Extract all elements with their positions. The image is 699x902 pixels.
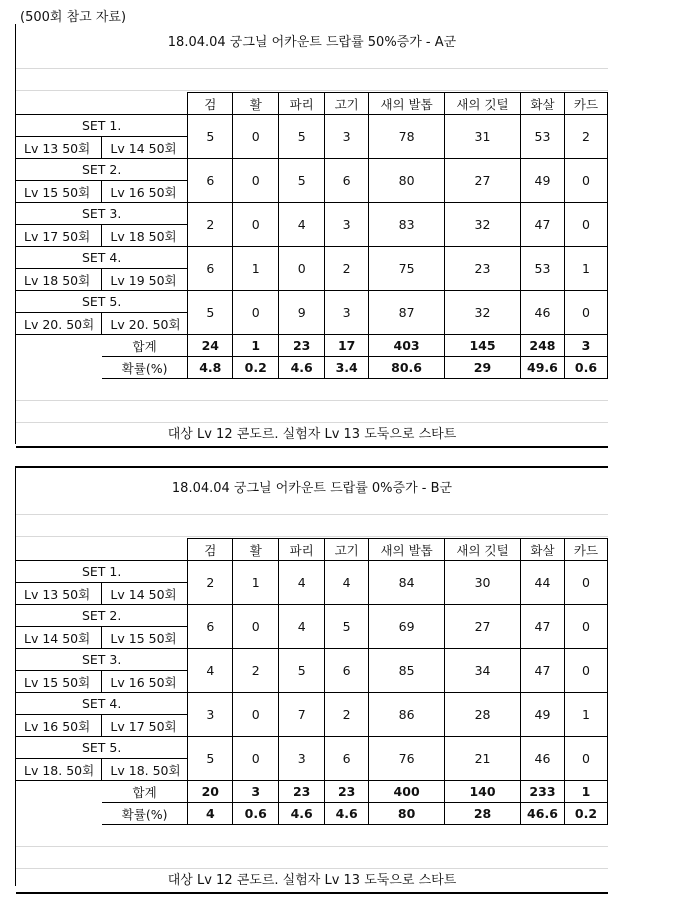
value-cell: 32: [445, 291, 521, 335]
value-cell: 2: [325, 247, 369, 291]
totals-row: [16, 335, 608, 357]
value-cell: 1: [233, 247, 279, 291]
value-cell: 1: [564, 693, 607, 737]
probability-row: [16, 357, 608, 379]
level-range-start: Lv 18 50회: [16, 269, 102, 291]
level-range-end: Lv 15 50회: [102, 627, 188, 649]
set-name: SET 4.: [16, 693, 188, 715]
drop-rate-table: [16, 538, 608, 825]
probability-cell: 4.8: [188, 357, 233, 379]
set-name: SET 3.: [16, 649, 188, 671]
value-cell: 27: [445, 159, 521, 203]
value-cell: 27: [445, 605, 521, 649]
value-cell: 5: [188, 737, 233, 781]
sheet-table-b: [15, 466, 608, 886]
level-range-start: Lv 13 50회: [16, 137, 102, 159]
level-range-start: Lv 15 50회: [16, 671, 102, 693]
value-cell: 7: [279, 693, 325, 737]
value-cell: 53: [520, 115, 564, 159]
table-footer-note: 대상 Lv 12 콘도르. 실험자 Lv 13 도둑으로 스타트: [167, 427, 457, 442]
value-cell: 0: [233, 737, 279, 781]
total-cell: 140: [445, 781, 521, 803]
value-cell: 28: [445, 693, 521, 737]
level-range-end: Lv 20. 50회: [102, 313, 188, 335]
probability-cell: 49.6: [520, 357, 564, 379]
value-cell: 34: [445, 649, 521, 693]
total-cell: 1: [233, 335, 279, 357]
level-range-end: Lv 18 50회: [102, 225, 188, 247]
value-cell: 0: [564, 605, 607, 649]
total-cell: 23: [325, 781, 369, 803]
set-name: SET 2.: [16, 159, 188, 181]
total-cell: 145: [445, 335, 521, 357]
total-cell: 3: [564, 335, 607, 357]
value-cell: 4: [188, 649, 233, 693]
drop-rate-table: [16, 92, 608, 379]
value-cell: 2: [188, 561, 233, 605]
totals-row-label: 합계: [102, 335, 188, 357]
value-cell: 31: [445, 115, 521, 159]
value-cell: 0: [233, 159, 279, 203]
column-header: 새의 깃털: [445, 93, 521, 115]
probability-cell: 4.6: [325, 803, 369, 825]
column-header: 카드: [564, 93, 607, 115]
value-cell: 0: [564, 561, 607, 605]
value-cell: 53: [520, 247, 564, 291]
set-name: SET 1.: [16, 115, 188, 137]
table-title: 18.04.04 궁그닐 어카운트 드랍률 0%증가 - B군: [171, 481, 453, 496]
probability-cell: 29: [445, 357, 521, 379]
column-header: 새의 깃털: [445, 539, 521, 561]
total-cell: 24: [188, 335, 233, 357]
level-range-start: Lv 18. 50회: [16, 759, 102, 781]
value-cell: 6: [188, 159, 233, 203]
total-cell: 248: [520, 335, 564, 357]
empty-cell: [16, 335, 102, 357]
probability-cell: 28: [445, 803, 521, 825]
value-cell: 9: [279, 291, 325, 335]
table-row: [16, 115, 608, 137]
level-range-start: Lv 17 50회: [16, 225, 102, 247]
value-cell: 49: [520, 693, 564, 737]
table-row: [16, 247, 608, 269]
value-cell: 3: [325, 115, 369, 159]
value-cell: 0: [564, 203, 607, 247]
column-header: 활: [233, 93, 279, 115]
column-header: 활: [233, 539, 279, 561]
value-cell: 6: [325, 159, 369, 203]
value-cell: 0: [564, 291, 607, 335]
table-row: [16, 737, 608, 759]
value-cell: 83: [369, 203, 445, 247]
value-cell: 47: [520, 203, 564, 247]
value-cell: 3: [188, 693, 233, 737]
value-cell: 0: [233, 203, 279, 247]
value-cell: 5: [188, 291, 233, 335]
set-name: SET 5.: [16, 291, 188, 313]
level-range-end: Lv 17 50회: [102, 715, 188, 737]
table-row: [16, 561, 608, 583]
column-header: 고기: [325, 539, 369, 561]
table-row: [16, 693, 608, 715]
empty-cell: [16, 803, 102, 825]
value-cell: 47: [520, 649, 564, 693]
table-row: [16, 203, 608, 225]
grid-line: [16, 400, 608, 401]
value-cell: 3: [279, 737, 325, 781]
value-cell: 85: [369, 649, 445, 693]
set-name: SET 3.: [16, 203, 188, 225]
column-header: 고기: [325, 93, 369, 115]
value-cell: 69: [369, 605, 445, 649]
level-range-end: Lv 14 50회: [102, 137, 188, 159]
table-row: [16, 649, 608, 671]
total-cell: 23: [279, 335, 325, 357]
column-header: 검: [188, 539, 233, 561]
value-cell: 1: [233, 561, 279, 605]
grid-line: [16, 846, 608, 847]
value-cell: 0: [564, 159, 607, 203]
probability-row-label: 확률(%): [102, 357, 188, 379]
total-cell: 23: [279, 781, 325, 803]
total-cell: 20: [188, 781, 233, 803]
column-header: 화살: [520, 539, 564, 561]
set-name: SET 5.: [16, 737, 188, 759]
table-row: [16, 605, 608, 627]
value-cell: 2: [233, 649, 279, 693]
value-cell: 5: [325, 605, 369, 649]
set-name: SET 1.: [16, 561, 188, 583]
value-cell: 46: [520, 291, 564, 335]
value-cell: 6: [188, 247, 233, 291]
value-cell: 4: [325, 561, 369, 605]
value-cell: 75: [369, 247, 445, 291]
level-range-start: Lv 13 50회: [16, 583, 102, 605]
value-cell: 0: [233, 115, 279, 159]
value-cell: 3: [325, 203, 369, 247]
level-range-start: Lv 20. 50회: [16, 313, 102, 335]
grid-line: [16, 68, 608, 69]
bottom-rule: [16, 446, 608, 448]
table-row: [16, 291, 608, 313]
value-cell: 5: [188, 115, 233, 159]
level-range-end: Lv 19 50회: [102, 269, 188, 291]
value-cell: 6: [325, 649, 369, 693]
header-row: [16, 539, 608, 561]
value-cell: 32: [445, 203, 521, 247]
level-range-end: Lv 14 50회: [102, 583, 188, 605]
value-cell: 0: [233, 605, 279, 649]
total-cell: 17: [325, 335, 369, 357]
table-footer-note: 대상 Lv 12 콘도르. 실험자 Lv 13 도둑으로 스타트: [167, 873, 457, 888]
column-header: 새의 발톱: [369, 539, 445, 561]
value-cell: 76: [369, 737, 445, 781]
column-header: 파리: [279, 539, 325, 561]
value-cell: 23: [445, 247, 521, 291]
value-cell: 4: [279, 605, 325, 649]
value-cell: 80: [369, 159, 445, 203]
value-cell: 5: [279, 159, 325, 203]
grid-line: [16, 868, 608, 869]
grid-line: [16, 422, 608, 423]
grid-line: [16, 90, 608, 91]
probability-cell: 80: [369, 803, 445, 825]
column-header: 화살: [520, 93, 564, 115]
value-cell: 0: [564, 649, 607, 693]
value-cell: 4: [279, 561, 325, 605]
value-cell: 2: [564, 115, 607, 159]
value-cell: 0: [233, 693, 279, 737]
value-cell: 44: [520, 561, 564, 605]
value-cell: 2: [188, 203, 233, 247]
probability-cell: 4.6: [279, 803, 325, 825]
value-cell: 30: [445, 561, 521, 605]
total-cell: 3: [233, 781, 279, 803]
set-name: SET 2.: [16, 605, 188, 627]
header-blank-cell: [16, 93, 188, 115]
totals-row: [16, 781, 608, 803]
value-cell: 5: [279, 115, 325, 159]
value-cell: 6: [325, 737, 369, 781]
total-cell: 403: [369, 335, 445, 357]
level-range-start: Lv 15 50회: [16, 181, 102, 203]
total-cell: 400: [369, 781, 445, 803]
table-title: 18.04.04 궁그닐 어카운트 드랍률 50%증가 - A군: [167, 35, 457, 50]
probability-cell: 4.6: [279, 357, 325, 379]
level-range-end: Lv 16 50회: [102, 671, 188, 693]
total-cell: 233: [520, 781, 564, 803]
bottom-rule: [16, 892, 608, 894]
value-cell: 2: [325, 693, 369, 737]
empty-cell: [16, 357, 102, 379]
level-range-end: Lv 16 50회: [102, 181, 188, 203]
probability-row-label: 확률(%): [102, 803, 188, 825]
probability-cell: 0.6: [233, 803, 279, 825]
set-name: SET 4.: [16, 247, 188, 269]
value-cell: 86: [369, 693, 445, 737]
probability-row: [16, 803, 608, 825]
probability-cell: 0.2: [564, 803, 607, 825]
header-blank-cell: [16, 539, 188, 561]
top-rule: [16, 466, 608, 468]
value-cell: 4: [279, 203, 325, 247]
grid-line: [16, 514, 608, 515]
header-row: [16, 93, 608, 115]
value-cell: 5: [279, 649, 325, 693]
column-header: 카드: [564, 539, 607, 561]
level-range-end: Lv 18. 50회: [102, 759, 188, 781]
value-cell: 0: [564, 737, 607, 781]
caption: (500회 참고 자료): [20, 10, 127, 25]
probability-cell: 4: [188, 803, 233, 825]
totals-row-label: 합계: [102, 781, 188, 803]
level-range-start: Lv 14 50회: [16, 627, 102, 649]
value-cell: 6: [188, 605, 233, 649]
value-cell: 49: [520, 159, 564, 203]
probability-cell: 0.6: [564, 357, 607, 379]
value-cell: 3: [325, 291, 369, 335]
value-cell: 46: [520, 737, 564, 781]
sheet-table-a: [15, 24, 608, 444]
grid-line: [16, 536, 608, 537]
probability-cell: 3.4: [325, 357, 369, 379]
value-cell: 87: [369, 291, 445, 335]
probability-cell: 0.2: [233, 357, 279, 379]
value-cell: 0: [233, 291, 279, 335]
probability-cell: 80.6: [369, 357, 445, 379]
value-cell: 47: [520, 605, 564, 649]
level-range-start: Lv 16 50회: [16, 715, 102, 737]
total-cell: 1: [564, 781, 607, 803]
empty-cell: [16, 781, 102, 803]
column-header: 파리: [279, 93, 325, 115]
value-cell: 21: [445, 737, 521, 781]
table-row: [16, 159, 608, 181]
probability-cell: 46.6: [520, 803, 564, 825]
value-cell: 84: [369, 561, 445, 605]
value-cell: 78: [369, 115, 445, 159]
value-cell: 1: [564, 247, 607, 291]
column-header: 새의 발톱: [369, 93, 445, 115]
column-header: 검: [188, 93, 233, 115]
value-cell: 0: [279, 247, 325, 291]
